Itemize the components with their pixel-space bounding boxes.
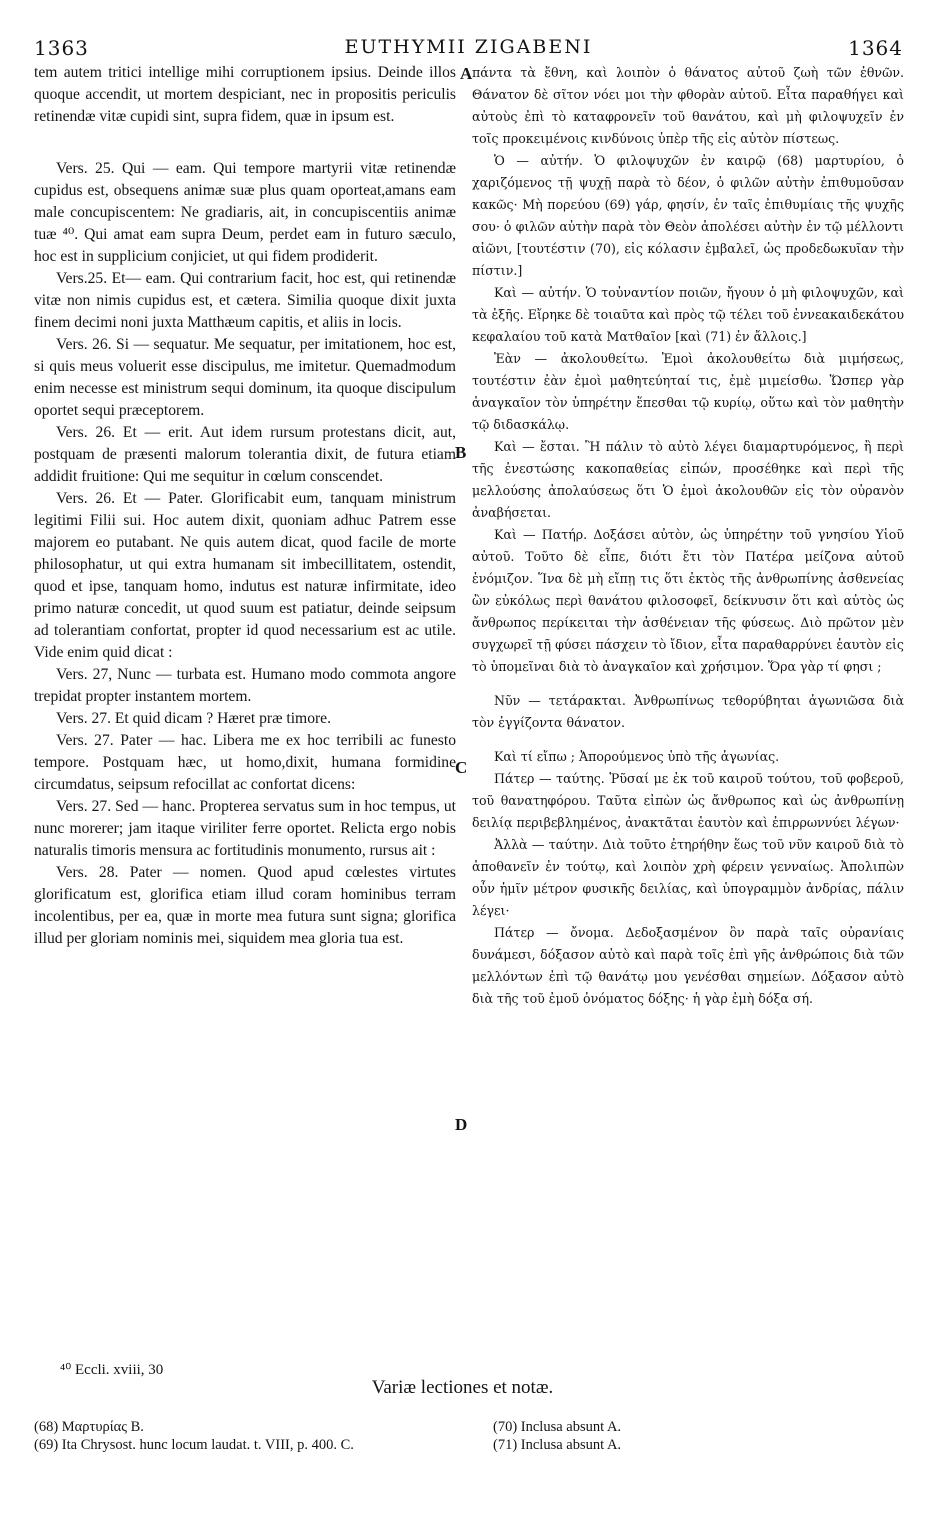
latin-paragraph: Vers. 25. Qui — eam. Qui tempore martyrii vitæ retinendæ cupidus est, obsequens animæ suæ plus quam oporteat,amans eam male concupiscentem: Ne gradiaris, ait, in concupiscentiis animæ tuæ ⁴⁰. Qui amat eam supra Deum, perdet eam in futuro sæculo, hoc est in supplicium conjiciet, ut qui fidem prodiderit. [34,160,456,265]
latin-paragraph: Vers. 27. Et quid dicam ? Hæret præ timore. [56,710,331,727]
notes-right [493,1418,893,1454]
page-number-right: 1364 [848,36,903,60]
greek-paragraph: Νῦν — τετάρακται. Ἀνθρωπίνως τεθορύβηται ἀγωνιῶσα διὰ τὸν ἐγγίζοντα θάνατον. [472,693,904,730]
greek-paragraph: Καὶ — ἔσται. Ἢ πάλιν τὸ αὐτὸ λέγει διαμαρτυρόμενος, ἢ περὶ τῆς ἐνεστώσης κακοπαθείας εἰπών, προσέθηκε καὶ περὶ τῆς μελλούσης ἀπολαύσεως ὅτι Ὁ ἐμοὶ ἀκολουθῶν εἰς τὸν οὐρανὸν ἀναβήσεται. [472,439,904,520]
greek-paragraph: πάντα τὰ ἔθνη, καὶ λοιπὸν ὁ θάνατος αὐτοῦ ζωὴ τῶν ἐθνῶν. Θάνατον δὲ σῖτον νόει μοι τὴν φθορὰν αὐτοῦ. Εἶτα παραθήγει καὶ αὐτοὺς ἐπὶ τὸ καταφρονεῖν τοῦ θανάτου, καὶ μὴ φιλοψυχεῖν ἐν τοῖς προκειμένοις κινδύνοις ὑπὲρ τῆς εἰς αὐτὸν πίστεως. [472,65,904,146]
latin-paragraph: Vers. 27, Nunc — turbata est. Humano modo commota angore trepidat propter instantem mortem. [34,666,456,705]
greek-column [472,62,904,1010]
notes-left [34,1418,464,1454]
latin-paragraph: Vers. 26. Et — Pater. Glorificabit eum, tanquam ministrum legitimi Filii sui. Hoc autem dixit, quoniam adhuc Patrem esse majorem eo putabant. Ne quis autem dicat, quod facile de morte philosophatur, ut qui extra humanam sit imbecillitatem, ostendit, quod et ipse, tanquam homo, indutus est naturæ infirmitate, ideo primo naturæ concedit, ut quod suum est patiatur, deinde seipsum ad tolerantiam confortat, propter id quod necessarium est ac utile. Vide enim quid dicat : [34,490,456,661]
latin-paragraph: Vers. 27. Pater — hac. Libera me ex hoc terribili ac funesto tempore. Postquam hæc, ut homo,dixit, humana formidine circumdatus, seipsum refocillat ac confortat dicens: [34,732,456,793]
note-item: (68) Μαρτυρίας B. [34,1419,144,1435]
margin-marker-b: B [455,443,467,462]
note-item: (69) Ita Chrysost. hunc locum laudat. t. VIII, p. 400. C. [34,1437,354,1453]
greek-paragraph: Ἐὰν — ἀκολουθείτω. Ἐμοὶ ἀκολουθείτω διὰ μιμήσεως, τουτέστιν ἐὰν ἐμοὶ μαθητεύηταί τις, ἐμὲ μιμείσθω. Ὥσπερ γὰρ ἀναγκαῖον τὸν ὑπηρέτην ἕπεσθαι τῷ κυρίῳ, οὕτω καὶ τὸν μαθητὴν τῷ διδασκάλῳ. [472,351,904,432]
latin-paragraph: Vers. 26. Et — erit. Aut idem rursum protestans dicit, aut, postquam de præsenti malorum tolerantia dixit, de futura etiam addidit fruitione: Qui me sequitur in cœlum conscendet. [34,424,456,485]
page-number-left: 1363 [34,36,89,60]
footnote: ⁴⁰ Eccli. xviii, 30 [60,1362,164,1378]
greek-paragraph: Καὶ — αὐτήν. Ὁ τοὐναντίον ποιῶν, ἤγουν ὁ μὴ φιλοψυχῶν, καὶ τὰ ἑξῆς. Εἴρηκε δὲ τοιαῦτα καὶ πρὸς τῷ τέλει τοῦ ἐννεακαιδεκάτου κεφαλαίου τοῦ κατὰ Ματθαῖον [καὶ (71) ἐν ἄλλοις.] [472,285,904,344]
margin-marker-d: D [455,1115,468,1134]
latin-paragraph: Vers.25. Et— eam. Qui contrarium facit, hoc est, qui retinendæ vitæ non nimis cupidus est, et cætera. Similia quoque dixit juxta finem decimi noni juxta Matthæum capitis, et aliis in locis. [34,270,456,331]
latin-paragraph: Vers. 26. Si — sequatur. Me sequatur, per imitationem, hoc est, si quis meus voluerit esse discipulus, me imitetur. Quemadmodum enim necesse est ministrum sequi dominum, ita quoque discipulum oportet sequi præceptorem. [34,336,456,419]
greek-paragraph: Ἀλλὰ — ταύτην. Διὰ τοῦτο ἐτηρήθην ἕως τοῦ νῦν καιροῦ διὰ τὸ ἀποθανεῖν ἐν τούτῳ, καὶ λοιπὸν χρὴ φέρειν γενναίως. Ἀπολιπὼν οὖν ἡμῖν μέτρον φυσικῆς δειλίας, καὶ ὑπογραμμὸν ἀνδρίας, πάλιν λέγει· [472,837,904,918]
greek-paragraph: Ὁ — αὐτήν. Ὁ φιλοψυχῶν ἐν καιρῷ (68) μαρτυρίου, ὁ χαριζόμενος τῇ ψυχῇ παρὰ τὸ δέον, ὁ φιλῶν αὐτὴν ἐπιθυμοῦσαν κακῶς· Μὴ πορεύου (69) γάρ, φησίν, ἐν ταῖς ἐπιθυμίαις τῆς ψυχῆς σου· ὁ φιλῶν αὐτὴν παρὰ τὸν Θεὸν ἀπολέσει αὐτὴν ἐν τῷ μέλλοντι αἰῶνι, [τουτέστιν (70), εἰς κόλασιν ἐμβαλεῖ, ὡς προδεδωκυῖαν τὴν πίστιν.] [472,153,904,278]
greek-paragraph: Καὶ τί εἴπω ; Ἀπορούμενος ὑπὸ τῆς ἀγωνίας. [494,749,780,764]
latin-paragraph: Vers. 27. Sed — hanc. Propterea servatus sum in hoc tempus, ut nunc morerer; jam itaque viriliter ferre oportet. Relicta ergo nobis naturalis timoris mensura ac fortitudinis monumento, rursus ait : [34,798,456,859]
margin-marker-c: C [455,758,468,777]
latin-column [34,62,456,950]
latin-paragraph: tem autem tritici intellige mihi corruptionem ipsius. Deinde illos quoque accendit, ut mortem despiciant, nec in propositis periculis retinendæ vitæ cupidi sint, supra fidem, quæ in ipsum est. [34,64,456,125]
note-item: (71) Inclusa absunt A. [493,1437,622,1453]
latin-paragraph: Vers. 28. Pater — nomen. Quod apud cœlestes virtutes glorificatum est, glorifica etiam illud coram hominibus terram incolentibus, per ea, quæ in morte mea futura sunt signa; glorifica illud per gloriam nominis mei, siquidem mea gloria tua est. [34,864,456,947]
greek-paragraph: Πάτερ — ὄνομα. Δεδοξασμένον ὂν παρὰ ταῖς οὐρανίαις δυνάμεσι, δόξασον αὐτὸ καὶ παρὰ τοῖς ἐπὶ γῆς ἀνθρώποις διὰ τῶν μελλόντων ἐπὶ τῷ θανάτῳ μου γενέσθαι σημείων. Δόξασον αὐτὸ διὰ τῆς τοῦ ἐμοῦ ὀνόματος δόξης· ἡ γὰρ ἐμὴ δόξα σή. [472,925,904,1006]
note-item: (70) Inclusa absunt A. [493,1419,622,1435]
margin-marker-a: A [460,64,473,83]
greek-paragraph: Καὶ — Πατήρ. Δοξάσει αὐτὸν, ὡς ὑπηρέτην τοῦ γνησίου Υἱοῦ αὐτοῦ. Τοῦτο δὲ εἶπε, διότι ἔτι τὸν Πατέρα μείζονα αὐτοῦ ἐνόμιζον. Ἵνα δὲ μὴ εἴπῃ τις ὅτι ἐκτὸς τῆς ἀνθρωπίνης ἀσθενείας ὢν εὐκόλως περὶ θανάτου φιλοσοφεῖ, δείκνυσιν ὅτι καὶ αὐτὸς ὡς ἄνθρωπος περίκειται τὴν ἀσθένειαν τῆς φύσεως. Διὸ πρῶτον μὲν συγχωρεῖ τῇ φύσει πάσχειν τὸ ἴδιον, εἶτα παραθαρρύνει ἑαυτὸν εἰς τὸ ὑπομεῖναι διὰ τὸ ἀναγκαῖον καὶ χρήσιμον. Ὅρα γὰρ τί φησι ; [472,527,904,674]
variae-heading: Variæ lectiones et notæ. [371,1377,554,1398]
greek-paragraph: Πάτερ — ταύτης. Ῥῦσαί με ἐκ τοῦ καιροῦ τούτου, τοῦ φοβεροῦ, τοῦ θανατηφόρου. Ταῦτα εἰπὼν ὡς ἄνθρωπος καὶ ὡς ἀνθρωπίνῃ δειλίᾳ περιβεβλημένος, ἀνακτᾶται ἑαυτὸν καὶ ἐπιρρωννύει λέγων· [472,771,904,830]
page-header [34,36,903,60]
running-title: EUTHYMII ZIGABENI [344,36,593,58]
